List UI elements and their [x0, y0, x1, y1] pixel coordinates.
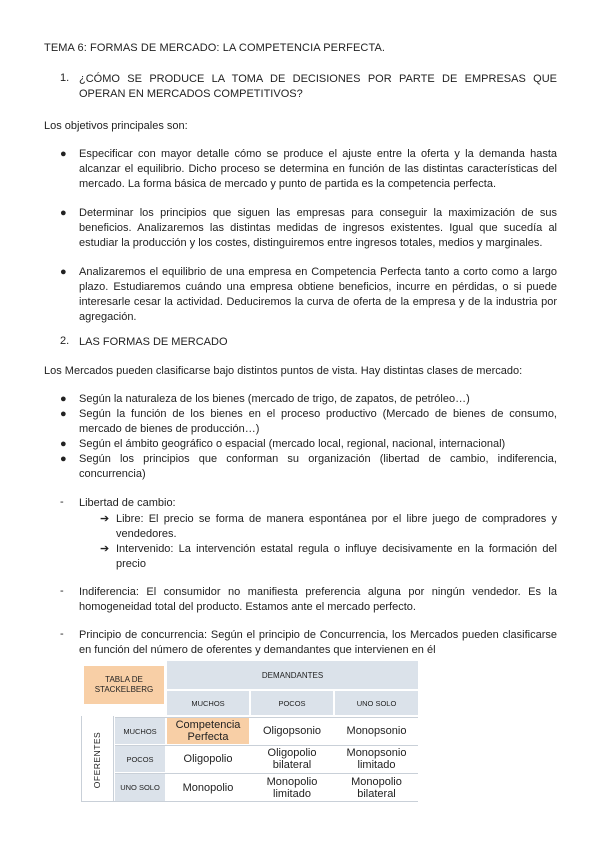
- table-divider: [115, 745, 418, 746]
- list-item: ● Según el ámbito geográfico o espacial (mercado local, regional, nacional, internacional): [60, 438, 506, 450]
- section-2-number: 2.: [60, 335, 70, 347]
- oferentes-label: OFERENTES: [81, 718, 113, 801]
- table-cell: Competencia Perfecta: [167, 718, 249, 744]
- row-header: POCOS: [115, 746, 165, 772]
- classify-intro: Los Mercados pueden clasificarse bajo distintos puntos de vista. Hay distintas clases de mercado:: [44, 365, 523, 377]
- arrow-icon: ➔: [100, 543, 110, 555]
- table-cell: Monopsonio: [335, 718, 418, 744]
- table-cell: Monopolio bilateral: [335, 774, 418, 801]
- list-item: ● Analizaremos el equilibrio de una empresa en Competencia Perfecta tanto a corto como a largo plazo. Estudiaremos cuándo una empresa obtiene beneficios, incurre en pérdidas, o si puede interesarle cesar la actividad. Deduciremos la curva de oferta de la empresa y de la industria por agregación.: [60, 266, 557, 323]
- section-2-text: LAS FORMAS DE MERCADO: [79, 336, 228, 348]
- table-cell: Oligopsonio: [251, 718, 333, 744]
- table-cell: Monopsonio limitado: [335, 746, 418, 772]
- list-item: ➔ Intervenido: La intervención estatal regula o influye decisivamente en la formación del precio: [100, 543, 557, 570]
- libertad-options: [100, 512, 557, 572]
- table-cell: Monopolio: [167, 774, 249, 801]
- table-cell: Monopolio limitado: [251, 774, 333, 801]
- column-header: POCOS: [251, 691, 333, 715]
- table-divider: [81, 716, 82, 802]
- page-title: TEMA 6: FORMAS DE MERCADO: LA COMPETENCIA PERFECTA.: [44, 42, 386, 54]
- table-divider: [113, 716, 114, 802]
- row-header: UNO SOLO: [115, 774, 165, 801]
- indiferencia-block: - Indiferencia: El consumidor no manifiesta preferencia alguna por ningún vendedor. Es la homogeneidad total del producto. Estamos ante el mercado perfecto.: [60, 585, 557, 613]
- table-cell: Oligopolio bilateral: [251, 746, 333, 772]
- concurrencia-block: - Principio de concurrencia: Según el principio de Concurrencia, los Mercados pueden clasificarse en función del número de oferentes y demandantes que intervienen en él: [60, 628, 557, 656]
- table-corner: TABLA DE STACKELBERG: [84, 666, 164, 704]
- libertad-label: Libertad de cambio:: [79, 497, 176, 509]
- table-divider: [115, 801, 418, 802]
- list-item: ● Determinar los principios que siguen las empresas para conseguir la maximización de sus beneficios. Analizaremos las distintas medidas de ingresos existentes. Igual que sucedía al estudiar la producción y los costes, distinguiremos entre ingresos totales, medios y marginales.: [60, 207, 557, 249]
- demandantes-header: DEMANDANTES: [167, 661, 418, 689]
- list-item: ➔ Libre: El precio se forma de manera espontánea por el libre juego de compradores y vendedores.: [100, 513, 557, 540]
- column-header: UNO SOLO: [335, 691, 418, 715]
- table-divider: [115, 717, 418, 718]
- libertad-block: - Libertad de cambio:: [60, 496, 557, 511]
- objectives-intro: Los objetivos principales son:: [44, 120, 188, 132]
- list-item: ● Especificar con mayor detalle cómo se produce el ajuste entre la oferta y la demanda hasta alcanzar el equilibrio. Dicho proceso se determina en función de las distintas características del mercado. La forma básica de mercado y punto de partida es la competencia perfecta.: [60, 148, 557, 190]
- section-1-number: 1.: [60, 72, 70, 84]
- section-1-text: ¿CÓMO SE PRODUCE LA TOMA DE DECISIONES POR PARTE DE EMPRESAS QUE OPERAN EN MERCADOS COMPETITIVOS?: [79, 73, 557, 100]
- objectives-list: [60, 147, 557, 339]
- list-item: ● Según la función de los bienes en el proceso productivo (Mercado de bienes de consumo, mercado de bienes de producción…): [60, 408, 557, 435]
- table-divider: [115, 773, 418, 774]
- arrow-icon: ➔: [100, 513, 110, 525]
- row-header: MUCHOS: [115, 718, 165, 744]
- table-divider: [81, 801, 115, 802]
- column-header: MUCHOS: [167, 691, 249, 715]
- list-item: ● Según los principios que conforman su organización (libertad de cambio, indiferencia, concurrencia): [60, 453, 557, 480]
- table-cell: Oligopolio: [167, 746, 249, 772]
- list-item: ● Según la naturaleza de los bienes (mercado de trigo, de zapatos, de petróleo…): [60, 393, 470, 405]
- criteria-list: [60, 392, 557, 482]
